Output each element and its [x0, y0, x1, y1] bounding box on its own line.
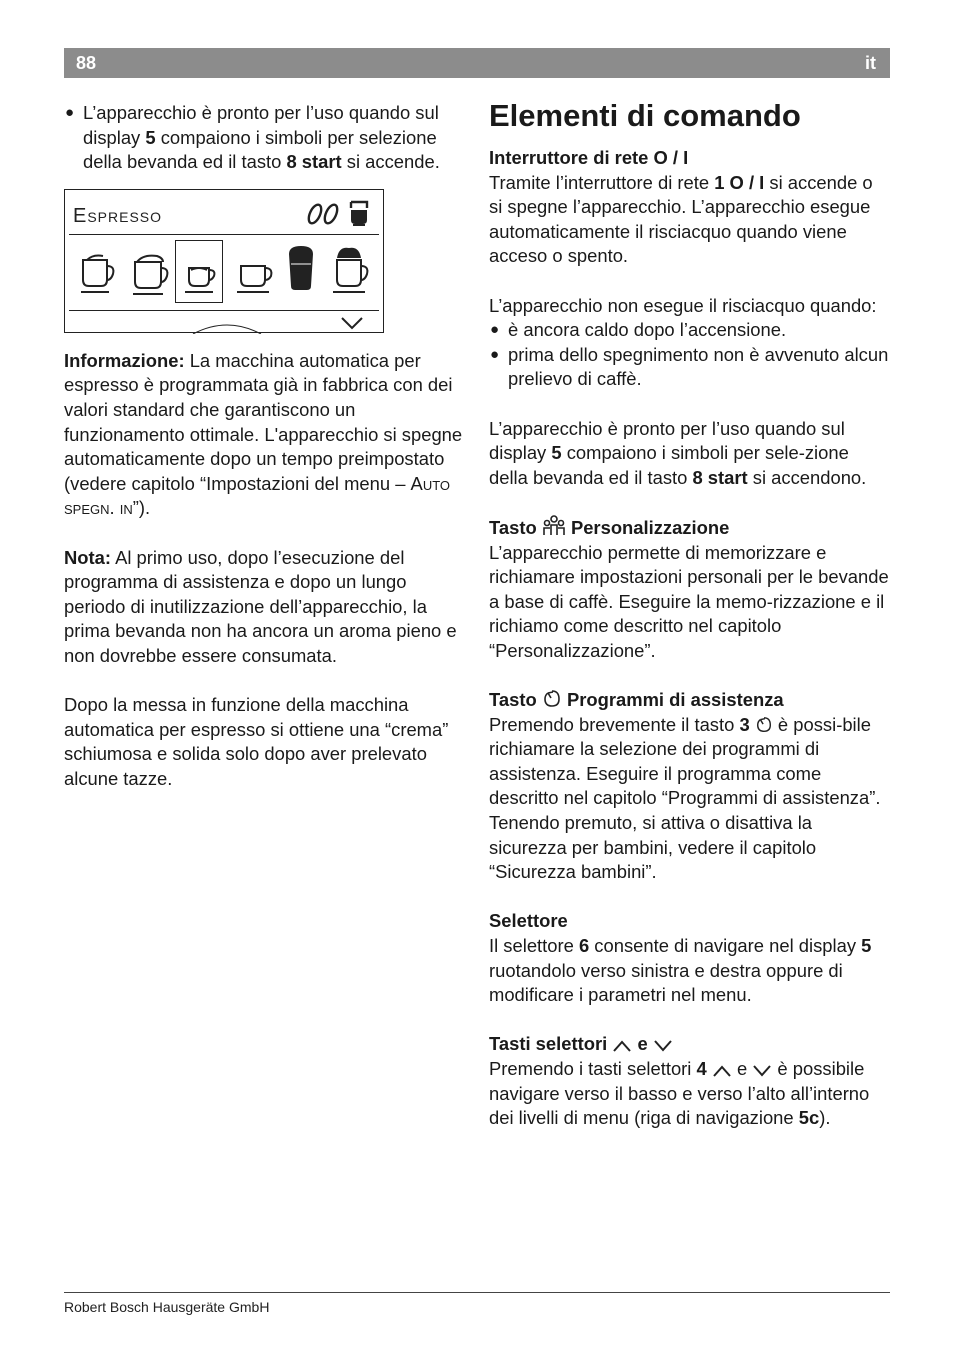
- no-rinse-bullet-1: ● è ancora caldo dopo l’accensione.: [490, 319, 787, 341]
- chevron-down-icon: [752, 1064, 772, 1078]
- chevron-up-icon: [612, 1039, 632, 1053]
- intro-bullet: ● L’apparecchio è pronto per l’uso quando sul display 5 compaiono i simboli per selezione della bevanda ed il tasto 8 start si accende.: [65, 102, 440, 173]
- selector-heading: Selettore: [489, 910, 568, 932]
- service-text-2: Tenendo premuto, si attiva o disattiva la sicurezza per bambini, vedere il capitolo “Sicurezza bambini”.: [489, 812, 817, 883]
- power-text: Tramite l’interruttore di rete 1 O / I si accende o si spegne l’apparecchio. L’apparecchio esegue automaticamente il risciacquo quando viene acceso o spento.: [489, 171, 873, 267]
- persons-icon: [542, 515, 566, 537]
- footer-company: Robert Bosch Hausgeräte GmbH: [64, 1299, 270, 1315]
- display-divider-bottom: [69, 310, 379, 311]
- bullet-dot: ●: [65, 104, 75, 121]
- note-paragraph: Nota: Al primo uso, dopo l’esecuzione del programma di assistenza e dopo un lungo periodo di inutilizzazione dell’apparecchio, la prima bevanda non ha ancora un aroma pieno e non dovrebbe essere consumata.: [64, 546, 457, 666]
- keys-text: Premendo i tasti selettori 4 e è possibile navigare verso il basso e verso l’alto all’interno dei livelli di menu (riga di navigazione 5c).: [489, 1057, 870, 1129]
- display-illustration: [64, 189, 384, 333]
- ready-paragraph: L’apparecchio è pronto per l’uso quando sul display 5 compaiono i simboli per sele-zione della bevanda ed il tasto 8 start si accendono.: [489, 417, 867, 488]
- chevron-up-icon: [712, 1064, 732, 1078]
- strength-cup-icon: [305, 198, 373, 228]
- service-heading: Tasto Programmi di assistenza: [489, 689, 784, 711]
- selector-text: Il selettore 6 consente di navigare nel display 5 ruotandolo verso sinistra e destra oppure di modificare i parametri nel menu.: [489, 935, 872, 1006]
- chevron-down-icon: [341, 316, 363, 330]
- keys-heading: Tasti selettori e: [489, 1032, 891, 1057]
- selected-drink-box: [175, 240, 223, 303]
- section-title: Elementi di comando: [489, 98, 801, 133]
- no-rinse-bullet-2: ● prima dello spegnimento non è avvenuto alcun prelievo di caffè.: [490, 343, 889, 390]
- chevron-down-icon: [653, 1039, 673, 1053]
- display-arc-shape: [191, 322, 263, 334]
- page-number: 88: [76, 53, 97, 73]
- service-icon: [755, 716, 773, 734]
- personal-heading: Tasto Personalizzazione: [489, 516, 730, 538]
- info-paragraph: Informazione: La macchina automatica per espresso è programmata già in fabbrica con dei valori standard che garantiscono un funzionamento ottimale. L'apparecchio si spegne automaticamente dopo un tempo preimpostato (vedere capitolo “Impostazioni del menu – Auto spegn. in”).: [64, 349, 463, 519]
- right-column: [489, 98, 891, 1131]
- language-code: it: [865, 53, 876, 73]
- personal-text: L’apparecchio permette di memorizzare e richiamare impostazioni personali per le bevande a base di caffè. Eseguire la memo-rizzazione e il richiamo come descritto nel capitolo “Personalizzazione”.: [489, 541, 889, 661]
- drink-selection-icons: [73, 240, 377, 306]
- no-rinse-intro: L’apparecchio non esegue il risciacquo quando:: [489, 294, 877, 316]
- footer-divider: [64, 1292, 890, 1293]
- header-bar: [64, 48, 890, 78]
- display-divider-top: [69, 234, 379, 235]
- service-icon: [542, 689, 562, 709]
- service-text: Premendo brevemente il tasto 3 è possi-bile richiamare la selezione dei programmi di assistenza. Eseguire il programma come descritto nel capitolo “Programmi di assistenza”.: [489, 713, 881, 809]
- display-title: Espresso: [73, 204, 163, 227]
- power-heading: Interruttore di rete O / I: [489, 147, 689, 168]
- left-column: [64, 101, 464, 791]
- crema-paragraph: Dopo la messa in funzione della macchina automatica per espresso si ottiene una “crema” schiumosa e solida solo dopo aver prelevato alcune tazze.: [64, 694, 449, 789]
